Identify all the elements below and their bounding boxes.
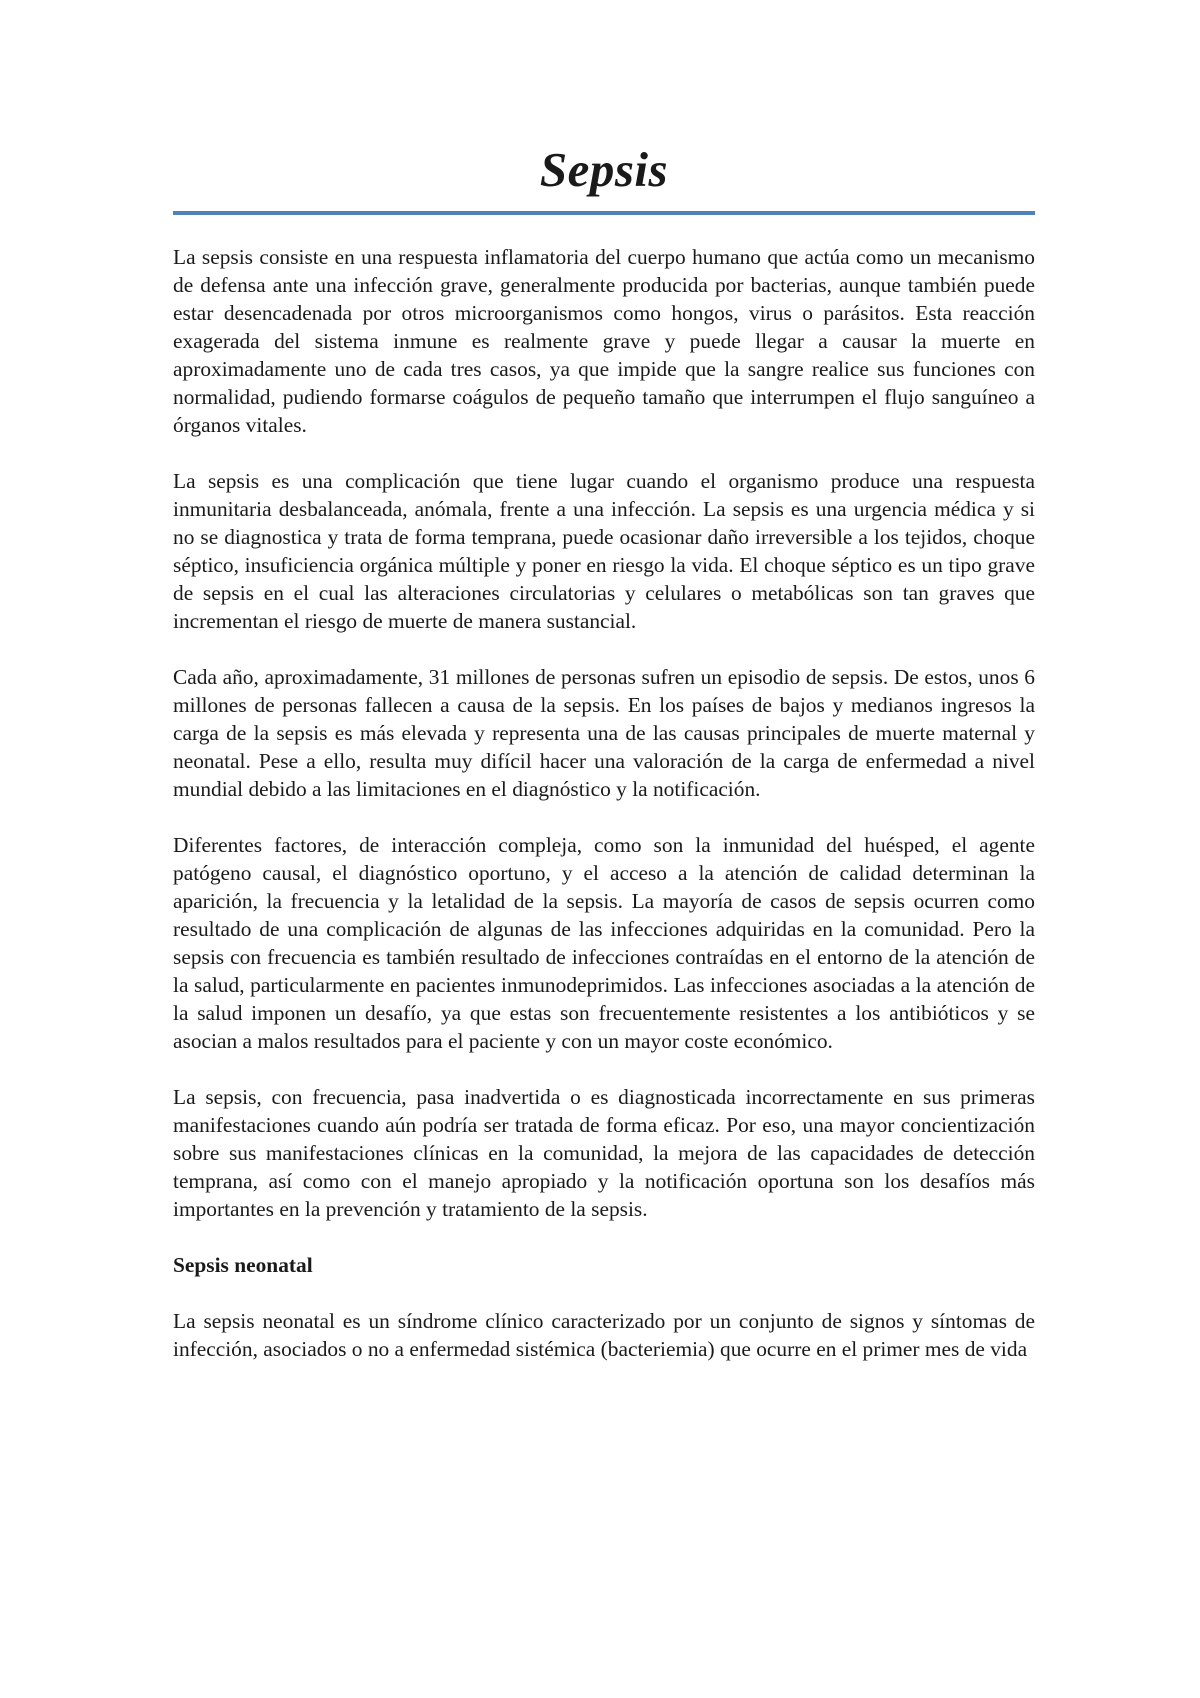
paragraph-neonatal: La sepsis neonatal es un síndrome clínico caracterizado por un conjunto de signos y síntomas de infección, asociados o no a enfermedad sistémica (bacteriemia) que ocurre en el primer mes de vida [173, 1309, 1035, 1361]
paragraph-definition: La sepsis consiste en una respuesta inflamatoria del cuerpo humano que actúa como un mecanismo de defensa ante una infección grave, generalmente producida por bacterias, aunque también puede estar desencadenada por otros microorganismos como hongos, virus o parásitos. Esta reacción exagerada del sistema inmune es realmente grave y puede llegar a causar la muerte en aproximadamente uno de cada tres casos, ya que impide que la sangre realice sus funciones con normalidad, pudiendo formarse coágulos de pequeño tamaño que interrumpen el flujo sanguíneo a órganos vitales. [173, 245, 1035, 437]
paragraph-statistics: Cada año, aproximadamente, 31 millones de personas sufren un episodio de sepsis. De estos, unos 6 millones de personas fallecen a causa de la sepsis. En los países de bajos y medianos ingresos la carga de la sepsis es más elevada y representa una de las causas principales de muerte maternal y neonatal. Pese a ello, resulta muy difícil hacer una valoración de la carga de enfermedad a nivel mundial debido a las limitaciones en el diagnóstico y la notificación. [173, 665, 1035, 801]
document-page [173, 140, 1035, 1391]
paragraph-factors: Diferentes factores, de interacción compleja, como son la inmunidad del huésped, el agente patógeno causal, el diagnóstico oportuno, y el acceso a la atención de calidad determinan la aparición, la frecuencia y la letalidad de la sepsis. La mayoría de casos de sepsis ocurren como resultado de una complicación de algunas de las infecciones adquiridas en la comunidad. Pero la sepsis con frecuencia es también resultado de infecciones contraídas en el entorno de la atención de la salud, particularmente en pacientes inmunodeprimidos. Las infecciones asociadas a la atención de la salud imponen un desafío, ya que estas son frecuentemente resistentes a los antibióticos y se asocian a malos resultados para el paciente y con un mayor coste económico. [173, 833, 1035, 1053]
paragraph-diagnosis: La sepsis, con frecuencia, pasa inadvertida o es diagnosticada incorrectamente en sus primeras manifestaciones cuando aún podría ser tratada de forma eficaz. Por eso, una mayor concientización sobre sus manifestaciones clínicas en la comunidad, la mejora de las capacidades de detección temprana, así como con el manejo apropiado y la notificación oportuna son los desafíos más importantes en la prevención y tratamiento de la sepsis. [173, 1085, 1035, 1221]
document-title: Sepsis [539, 142, 669, 197]
paragraph-complication: La sepsis es una complicación que tiene lugar cuando el organismo produce una respuesta inmunitaria desbalanceada, anómala, frente a una infección. La sepsis es una urgencia médica y si no se diagnostica y trata de forma temprana, puede ocasionar daño irreversible a los tejidos, choque séptico, insuficiencia orgánica múltiple y poner en riesgo la vida. El choque séptico es un tipo grave de sepsis en el cual las alteraciones circulatorias y celulares o metabólicas son tan graves que incrementan el riesgo de muerte de manera sustancial. [173, 469, 1035, 633]
section-heading-neonatal: Sepsis neonatal [173, 1253, 313, 1277]
title-underline-rule [173, 211, 1035, 215]
